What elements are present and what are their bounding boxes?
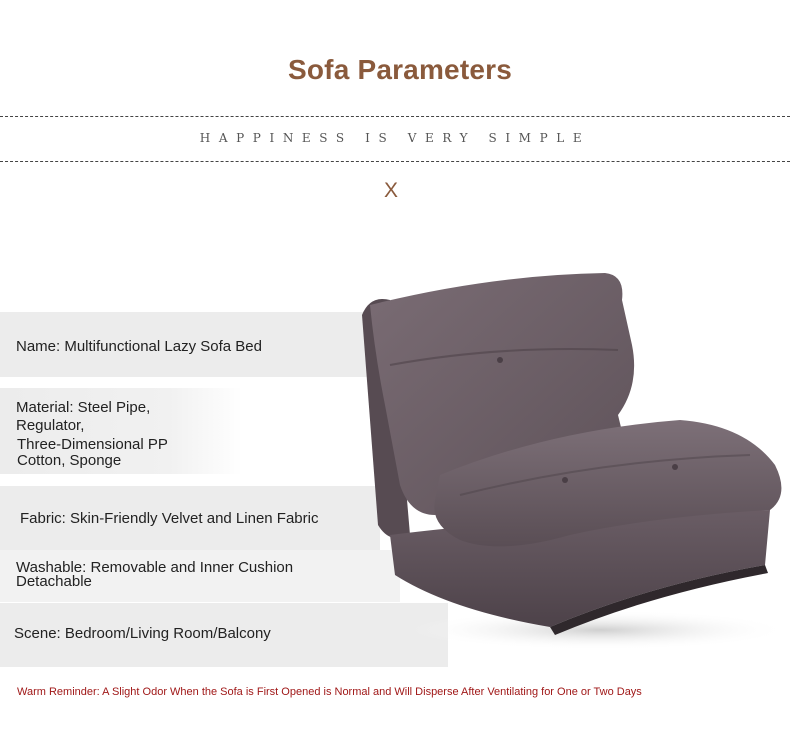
param-row-washable [0, 550, 400, 602]
page-title: Sofa Parameters [287, 54, 512, 85]
tagline: HAPPINESS IS VERY SIMPLE [199, 131, 591, 145]
param-row-material [0, 388, 242, 474]
param-row-fabric [0, 486, 380, 550]
top-dashed-divider [0, 116, 790, 117]
param-material-line: Regulator, [16, 417, 85, 434]
param-material-line: Three-Dimensional PP [17, 436, 168, 453]
param-scene-line: Scene: Bedroom/Living Room/Balcony [14, 625, 271, 642]
param-fabric-line: Fabric: Skin-Friendly Velvet and Linen Fabric [20, 510, 319, 527]
divider-x-mark: X [383, 179, 398, 202]
param-material-line: Cotton, Sponge [17, 452, 122, 469]
bottom-dashed-divider [0, 161, 790, 162]
param-washable-line: Detachable [16, 573, 92, 590]
param-washable-line: Washable: Removable and Inner Cushion [16, 559, 294, 576]
sofa-image [350, 255, 790, 655]
param-name-line: Name: Multifunctional Lazy Sofa Bed [16, 338, 262, 355]
warm-reminder-text: Warm Reminder: A Slight Odor When the Sofa is First Opened is Normal and Will Disperse After Ventilating for One or Two Days [17, 686, 642, 698]
param-material-line: Material: Steel Pipe, [16, 399, 151, 416]
param-row-name [0, 312, 375, 377]
